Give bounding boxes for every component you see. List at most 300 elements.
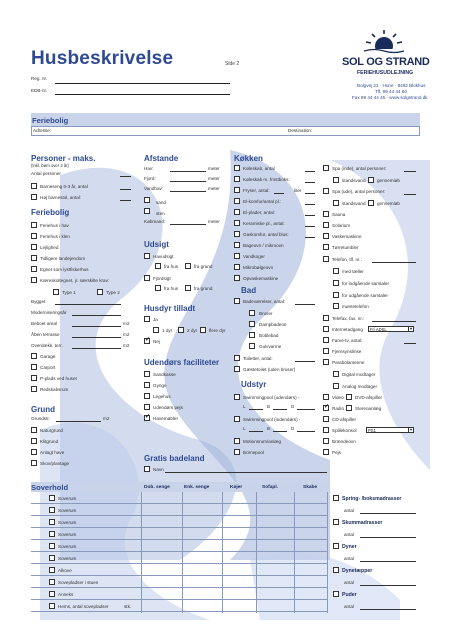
room-checkbox-3[interactable] — [49, 519, 55, 525]
outdoor-label-3: Legehus — [153, 394, 171, 399]
grocer-label: Købmand: — [144, 219, 166, 224]
plot-checkbox-1[interactable] — [31, 427, 37, 433]
fjord-view-plot-checkbox[interactable] — [185, 285, 191, 291]
kitchen-checkbox-4[interactable] — [234, 198, 240, 204]
spa-outdoor-still-label: standsvand — [342, 201, 366, 206]
outdoor-checkbox-1[interactable] — [144, 371, 150, 377]
outdoor-label-4: Udendørs pejs — [153, 405, 183, 410]
washer-checkbox[interactable] — [323, 233, 329, 239]
sand-label: sand — [156, 200, 166, 205]
stone-label: sten — [156, 211, 165, 216]
fjord-view-checkbox[interactable] — [144, 275, 150, 281]
kitchen-heading: Køkken — [234, 154, 263, 163]
kitchen-checkbox-2[interactable] — [234, 176, 240, 182]
plot-label-2: Klitgrund — [40, 439, 59, 444]
persons-heading: Personer - maks. — [31, 154, 96, 163]
remote-checkbox[interactable] — [323, 348, 329, 354]
fjord-view-house-checkbox[interactable] — [155, 285, 161, 291]
kitchen-field-5[interactable] — [305, 215, 315, 216]
console-checkbox[interactable] — [323, 427, 329, 433]
logo-subtitle: FERIEHUSUDLEJNING — [357, 70, 414, 76]
dryer-checkbox[interactable] — [323, 244, 329, 250]
kitchen-label-5: El-plader, antal: — [243, 210, 275, 215]
tv-count-field[interactable] — [404, 343, 416, 344]
room-label-7: Alkove — [58, 568, 72, 573]
woodstove-label: Brændeovn — [332, 439, 356, 444]
logo-address: Bolgvej 21 · Hune · 9492 Blokhus — [357, 83, 426, 88]
pets-more-label: flere dyr — [209, 328, 226, 333]
house-type-checkbox-6[interactable] — [31, 277, 37, 283]
room-checkbox-4[interactable] — [49, 531, 55, 537]
edb-field[interactable] — [55, 94, 230, 95]
outdoor-label-1: Sandkasse — [153, 372, 176, 377]
distance-sea-field[interactable] — [170, 171, 206, 172]
destination-label: Destination: — [288, 128, 313, 133]
area-unit: m2 — [123, 321, 130, 326]
kitchen-checkbox-1[interactable] — [234, 165, 240, 171]
table-col-divider — [256, 492, 257, 613]
terrace-unit: m2 — [123, 332, 130, 337]
kitchen-checkbox-5[interactable] — [234, 209, 240, 215]
waterpark-checkbox[interactable] — [144, 466, 150, 472]
table-row — [31, 527, 327, 528]
pillows-count-field[interactable] — [360, 609, 416, 610]
toilets-count-field[interactable] — [295, 361, 315, 362]
phone-number-field[interactable] — [372, 262, 416, 263]
plot-checkbox-2[interactable] — [31, 438, 37, 444]
pool-outdoor-b-field[interactable] — [273, 409, 287, 410]
sand-checkbox[interactable] — [144, 197, 150, 203]
room-label-9: Anneks — [58, 592, 74, 597]
kitchen-field-4[interactable] — [305, 204, 315, 205]
bath-checkbox-6[interactable] — [234, 355, 240, 361]
spa-outdoor-checkbox[interactable] — [323, 188, 329, 194]
bathrooms-count-field[interactable] — [295, 304, 315, 305]
video-checkbox[interactable] — [323, 394, 329, 400]
table-row — [31, 539, 327, 540]
persons-count-label: Antal personer — [31, 171, 61, 176]
page-title: Husbeskrivelse — [31, 48, 174, 69]
col-double-beds: Dob. senge — [144, 485, 170, 490]
duvets-count-label: antal — [344, 556, 354, 561]
sun-logo-icon — [362, 28, 406, 56]
table-col-divider — [141, 492, 142, 613]
pets-one-label: 1 dyr — [162, 328, 173, 333]
kitchen-label-8: Bageovn / mikroovn — [243, 243, 284, 248]
internet-checkbox[interactable] — [323, 326, 329, 332]
kitchen-label-10: Mikrobølgeovn — [243, 265, 274, 270]
kitchen-field-3[interactable] — [305, 193, 315, 194]
plot-size-field[interactable] — [56, 421, 101, 422]
spa-outdoor-still-checkbox[interactable] — [333, 200, 339, 206]
washer-label: Vaskemaskine — [332, 234, 362, 239]
phone-meter-label: med tæller — [342, 269, 364, 274]
kitchen-label-7: Gaskomfur, antal blus: — [243, 232, 289, 237]
spring-mattress-checkbox[interactable] — [333, 495, 339, 501]
pool-outdoor-checkbox[interactable] — [234, 394, 240, 400]
kitchen-field-7[interactable] — [305, 237, 315, 238]
sea-view-label: Havudsigt — [153, 254, 174, 259]
fireplace-label: Pejs — [332, 450, 341, 455]
terrace-label: Åben terrasse — [31, 332, 60, 337]
room-checkbox-9[interactable] — [49, 591, 55, 597]
fax-number-field[interactable] — [372, 321, 416, 322]
fjord-view-label: Fjordsigt — [153, 276, 171, 281]
room-label-5: Soverum — [58, 544, 77, 549]
phone-outgoing-label: for udgående samtaler — [342, 293, 388, 298]
grocer-field[interactable] — [170, 224, 206, 225]
waterpark-name-label: Navn — [153, 467, 164, 472]
kitchen-checkbox-3[interactable] — [234, 187, 240, 193]
outdoor-label-5: Havemøbler — [153, 416, 179, 421]
spa-outdoor-field[interactable] — [404, 194, 416, 195]
house-type-label-6: Kæreskoltegnet, jr. særskilte krav: — [40, 278, 110, 283]
modernized-label: Moderniseringsår — [31, 310, 67, 315]
sea-view-plot-checkbox[interactable] — [185, 263, 191, 269]
cd-label: CD-afspiller — [332, 417, 356, 422]
highchair-label: Høj barnestol, antal: — [40, 195, 82, 200]
waterpark-heading: Gratis badeland — [144, 454, 205, 463]
outdoor-checkbox-3[interactable] — [144, 393, 150, 399]
pool-indoor-b-field[interactable] — [273, 431, 287, 432]
bath-label-3: Dampbadene — [259, 322, 287, 327]
modernized-field[interactable] — [72, 315, 121, 316]
stereo-label: Stereoanlæg — [355, 406, 382, 411]
spa-indoor-checkbox[interactable] — [323, 165, 329, 171]
pool-indoor-l: L — [243, 426, 246, 431]
radio-checkbox[interactable] — [323, 405, 329, 411]
bath-label-7: Gæstetoilet (uden bruser) — [243, 367, 296, 372]
table-row — [31, 587, 327, 588]
spa-indoor-still-checkbox[interactable] — [333, 177, 339, 183]
pool-indoor-l-field[interactable] — [249, 431, 263, 432]
outdoor-heading: Udendørs faciliteter — [144, 358, 220, 367]
pets-more-checkbox[interactable] — [200, 327, 206, 333]
kitchen-label-2: Køleskab m. frostboks: — [243, 177, 290, 182]
internet-select[interactable] — [368, 326, 414, 332]
kitchen-checkbox-8[interactable] — [234, 242, 240, 248]
distance-fjord-unit: meter — [208, 176, 220, 181]
table-row — [31, 575, 327, 576]
terrace-field[interactable] — [72, 337, 121, 338]
kitchen-checkbox-7[interactable] — [234, 231, 240, 237]
kitchen-label-4: El-komfur/antal pl.: — [243, 199, 282, 204]
address-row — [31, 126, 420, 136]
pool-outdoor-d-field[interactable] — [297, 409, 315, 410]
shed-label: Redskabsrum — [40, 387, 69, 392]
woodstove-checkbox[interactable] — [323, 438, 329, 444]
dvd-label: DVD-afspiller — [355, 395, 383, 400]
sleeping-table-header — [31, 482, 327, 492]
pool-outdoor-l-field[interactable] — [249, 409, 263, 410]
waterpark-name-field[interactable] — [165, 472, 327, 473]
spa-indoor-label: Spa (inde), antal personer: — [332, 166, 387, 171]
bath-checkbox-5[interactable] — [249, 343, 255, 349]
plot-size-unit: m2 — [103, 416, 110, 421]
spa-outdoor-flow-checkbox[interactable] — [368, 200, 374, 206]
logo-phone: Tlf. 99 44 44 60 — [375, 89, 407, 94]
room-checkbox-7[interactable] — [49, 567, 55, 573]
address-label: Adresse: — [33, 128, 52, 133]
freezer-liter-label: liter — [294, 188, 302, 193]
edb-label: EDB-nr. — [31, 88, 48, 93]
kids-pool-checkbox[interactable] — [234, 449, 240, 455]
distance-sea-unit: meter — [208, 166, 220, 171]
stone-checkbox[interactable] — [144, 208, 150, 214]
room-checkbox-10[interactable] — [49, 603, 55, 609]
solarium-checkbox[interactable] — [323, 222, 329, 228]
highchair-count-field[interactable] — [120, 200, 131, 201]
stereo-checkbox[interactable] — [346, 405, 352, 411]
garage-label: Garage — [40, 354, 56, 359]
bath-checkbox-3[interactable] — [249, 321, 255, 327]
table-row — [31, 599, 327, 600]
pillows-checkbox[interactable] — [333, 591, 339, 597]
sauna-checkbox[interactable] — [323, 211, 329, 217]
equipment-heading: Udstyr — [241, 380, 267, 389]
spring-mattress-title: Spring- /boksmadrasser — [342, 496, 402, 502]
distance-lake-label: Vandhav: — [144, 186, 164, 191]
room-checkbox-6[interactable] — [49, 555, 55, 561]
pool-indoor-b: B — [267, 426, 271, 431]
bath-label-4: Boblebad — [259, 333, 279, 338]
console-select-value: PS1 — [368, 428, 376, 433]
house-type-checkbox-4[interactable] — [31, 255, 37, 261]
console-select[interactable] — [366, 427, 414, 433]
plot-label-1: Naturgrund — [40, 428, 63, 433]
coin-phone-label: møntetelefon — [342, 304, 369, 309]
kitchen-field-6[interactable] — [305, 226, 315, 227]
type2-checkbox[interactable] — [97, 289, 103, 295]
distance-lake-field[interactable] — [170, 191, 206, 192]
spa-outdoor-label: Spa (ude), antal personer: — [332, 189, 386, 194]
kitchen-label-9: Vandkoger — [243, 254, 265, 259]
foam-mattress-count-label: antal — [344, 532, 354, 537]
bath-label-2: Bruser — [259, 311, 273, 316]
sea-view-checkbox[interactable] — [144, 253, 150, 259]
bedspreads-count-field[interactable] — [360, 585, 416, 586]
sleeping-heading: Soverhold — [31, 483, 69, 492]
phone-incoming-checkbox[interactable] — [333, 280, 339, 286]
pool-outdoor-l: L — [243, 404, 246, 409]
sea-view-house-label: fra hus — [164, 264, 179, 269]
kitchen-checkbox-11[interactable] — [234, 275, 240, 281]
pool-outdoor-label: Swimmingpool (udendørs) - — [243, 395, 300, 400]
persons-note: (Inkl. børn over 3 år) — [31, 163, 69, 168]
outdoor-label-2: Gynge — [153, 383, 167, 388]
area-label: Beboet areal — [31, 321, 58, 326]
pool-outdoor-b: B — [267, 404, 271, 409]
tv-label: Farve-tv, antal: — [332, 338, 363, 343]
plot-label-3: Anlagt have — [40, 450, 65, 455]
carport-label: Carport — [40, 365, 56, 370]
dvd-checkbox[interactable] — [346, 394, 352, 400]
spring-mattress-count-label: antal — [344, 508, 354, 513]
kitchen-label-1: Køleskab, antal — [243, 166, 275, 171]
table-row — [31, 551, 327, 552]
bedspreads-title: Dynetæpper — [342, 568, 373, 574]
cot-checkbox[interactable] — [31, 183, 37, 189]
loft-unit: stk. — [124, 604, 132, 609]
house-type-label-2: Feriehus i klen — [40, 234, 70, 239]
bath-checkbox-1[interactable] — [234, 298, 240, 304]
table-col-divider — [222, 492, 223, 613]
analog-receiver-checkbox[interactable] — [333, 383, 339, 389]
cot-count-field[interactable] — [120, 189, 131, 190]
shed-checkbox[interactable] — [31, 386, 37, 392]
pets-two-checkbox[interactable] — [178, 327, 184, 333]
gym-checkbox[interactable] — [234, 438, 240, 444]
type1-checkbox[interactable] — [53, 289, 59, 295]
reg-field[interactable] — [55, 83, 230, 84]
pool-indoor-checkbox[interactable] — [234, 416, 240, 422]
col-cupboards: Skabe — [303, 485, 318, 490]
pets-heading: Husdyr tilladt — [144, 304, 196, 313]
view-heading: Udsigt — [144, 240, 169, 249]
coin-phone-checkbox[interactable] — [333, 303, 339, 309]
satellite-label: Parabolantenne — [332, 360, 365, 365]
room-checkbox-2[interactable] — [49, 507, 55, 513]
built-field[interactable] — [55, 304, 121, 305]
room-label-8: Sovepladser i stuen — [58, 580, 99, 585]
persons-count-field[interactable] — [120, 176, 131, 177]
parking-checkbox[interactable] — [31, 375, 37, 381]
distance-fjord-field[interactable] — [170, 181, 206, 182]
kitchen-checkbox-6[interactable] — [234, 220, 240, 226]
house-type-checkbox-1[interactable] — [31, 222, 37, 228]
house-type-checkbox-3[interactable] — [31, 244, 37, 250]
dryer-label: Tørretumbler — [332, 245, 359, 250]
room-label-4: Soverum — [58, 532, 77, 537]
house-type-label-4: Tidligere landejendom — [40, 256, 86, 261]
tv-checkbox[interactable] — [323, 337, 329, 343]
plot-checkbox-3[interactable] — [31, 449, 37, 455]
house-type-checkbox-5[interactable] — [31, 266, 37, 272]
bath-label-6: Toiletter, antal: — [243, 356, 273, 361]
chevron-down-icon: ▼ — [409, 428, 413, 432]
pets-yes-checkbox[interactable] — [144, 316, 150, 322]
foam-mattress-checkbox[interactable] — [333, 519, 339, 525]
duvets-count-field[interactable] — [360, 561, 416, 562]
solarium-label: Solarium — [332, 223, 351, 228]
chevron-down-icon: ▼ — [409, 327, 413, 331]
phone-outgoing-checkbox[interactable] — [333, 292, 339, 298]
phone-checkbox[interactable] — [323, 256, 329, 262]
table-row — [31, 503, 327, 504]
house-type-label-1: Feriehus i hav — [40, 223, 69, 228]
console-label: Spillekonsol — [332, 428, 357, 433]
phone-label: Telefon, tlf. nr.: — [332, 257, 362, 262]
garage-checkbox[interactable] — [31, 353, 37, 359]
pool-indoor-d-field[interactable] — [297, 431, 315, 432]
room-label-10: Hems, antal sovepladser — [58, 604, 109, 609]
pets-no-checkbox[interactable] — [144, 338, 150, 344]
col-single-beds: Enk. senge — [184, 485, 210, 490]
type1-label: Type 1 — [62, 290, 76, 295]
fax-checkbox[interactable] — [323, 315, 329, 321]
freezer-count-field[interactable] — [274, 193, 284, 194]
cd-checkbox[interactable] — [323, 416, 329, 422]
digital-receiver-checkbox[interactable] — [333, 371, 339, 377]
reg-label: Reg. nr. — [31, 76, 48, 81]
highchair-checkbox[interactable] — [31, 194, 37, 200]
room-label-6: Soverum — [58, 556, 77, 561]
plot-checkbox-4[interactable] — [31, 460, 37, 466]
fireplace-checkbox[interactable] — [323, 449, 329, 455]
radio-label: Radio — [332, 406, 345, 411]
sea-view-house-checkbox[interactable] — [155, 263, 161, 269]
table-row — [31, 515, 327, 516]
kitchen-checkbox-9[interactable] — [234, 253, 240, 259]
room-label-1: Soverum — [58, 496, 77, 501]
video-label: Video — [332, 395, 344, 400]
col-sofa: Sofapl. — [262, 485, 278, 490]
analog-receiver-label: Analog modtager — [342, 384, 377, 389]
pets-yes-label: Ja — [153, 317, 158, 322]
kitchen-field-1[interactable] — [305, 171, 315, 172]
room-checkbox-1[interactable] — [49, 495, 55, 501]
fax-label: Telefax, fax. nr.: — [332, 316, 365, 321]
feriebolig-band-title: Feriebolig — [32, 116, 69, 125]
room-checkbox-5[interactable] — [49, 543, 55, 549]
foam-mattress-title: Skummadrasser — [342, 520, 383, 526]
spa-indoor-still-label: standsvand — [342, 178, 366, 183]
spring-mattress-count-field[interactable] — [360, 513, 416, 514]
foam-mattress-count-field[interactable] — [360, 537, 416, 538]
outdoor-checkbox-2[interactable] — [144, 382, 150, 388]
kitchen-checkbox-10[interactable] — [234, 264, 240, 270]
house-type-checkbox-2[interactable] — [31, 233, 37, 239]
carport-checkbox[interactable] — [31, 364, 37, 370]
bath-label-5: Gulvvarme — [259, 344, 282, 349]
sea-view-plot-label: fra grund — [194, 264, 213, 269]
duvets-title: Dyner — [342, 544, 357, 550]
bath-checkbox-7[interactable] — [234, 366, 240, 372]
spa-indoor-field[interactable] — [404, 171, 416, 172]
logo-name: SOL OG STRAND — [342, 56, 430, 68]
bath-checkbox-4[interactable] — [249, 332, 255, 338]
plot-heading: Grund — [31, 405, 55, 414]
table-row — [31, 611, 327, 612]
fjord-view-plot-label: fra grund — [194, 286, 213, 291]
house-type-label-5: Egnet som lystfiskerhus — [40, 267, 89, 272]
room-checkbox-8[interactable] — [49, 579, 55, 585]
kitchen-field-2[interactable] — [305, 182, 315, 183]
distance-fjord-label: Fjord: — [144, 176, 156, 181]
spa-indoor-flow-checkbox[interactable] — [368, 177, 374, 183]
pillows-count-label: antal — [344, 604, 354, 609]
digital-receiver-label: Digital modtager — [342, 372, 376, 377]
area-field[interactable] — [72, 326, 121, 327]
outdoor-checkbox-5[interactable] — [144, 415, 150, 421]
col-bunks: Køjer — [230, 485, 243, 490]
bath-checkbox-2[interactable] — [249, 310, 255, 316]
satellite-checkbox[interactable] — [323, 359, 329, 365]
table-row — [31, 563, 327, 564]
spa-outdoor-flow-label: gennemløb — [377, 201, 400, 206]
covered-terrace-field[interactable] — [72, 348, 121, 349]
table-col-divider — [327, 492, 328, 613]
house-type-label-3: Lejlighed — [40, 245, 59, 250]
duvets-checkbox[interactable] — [333, 543, 339, 549]
outdoor-checkbox-4[interactable] — [144, 404, 150, 410]
bedspreads-checkbox[interactable] — [333, 567, 339, 573]
table-col-divider — [294, 492, 295, 613]
pets-two-label: 2 dyr — [187, 328, 198, 333]
phone-meter-checkbox[interactable] — [333, 268, 339, 274]
pets-one-checkbox[interactable] — [153, 327, 159, 333]
room-label-2: Soverum — [58, 508, 77, 513]
